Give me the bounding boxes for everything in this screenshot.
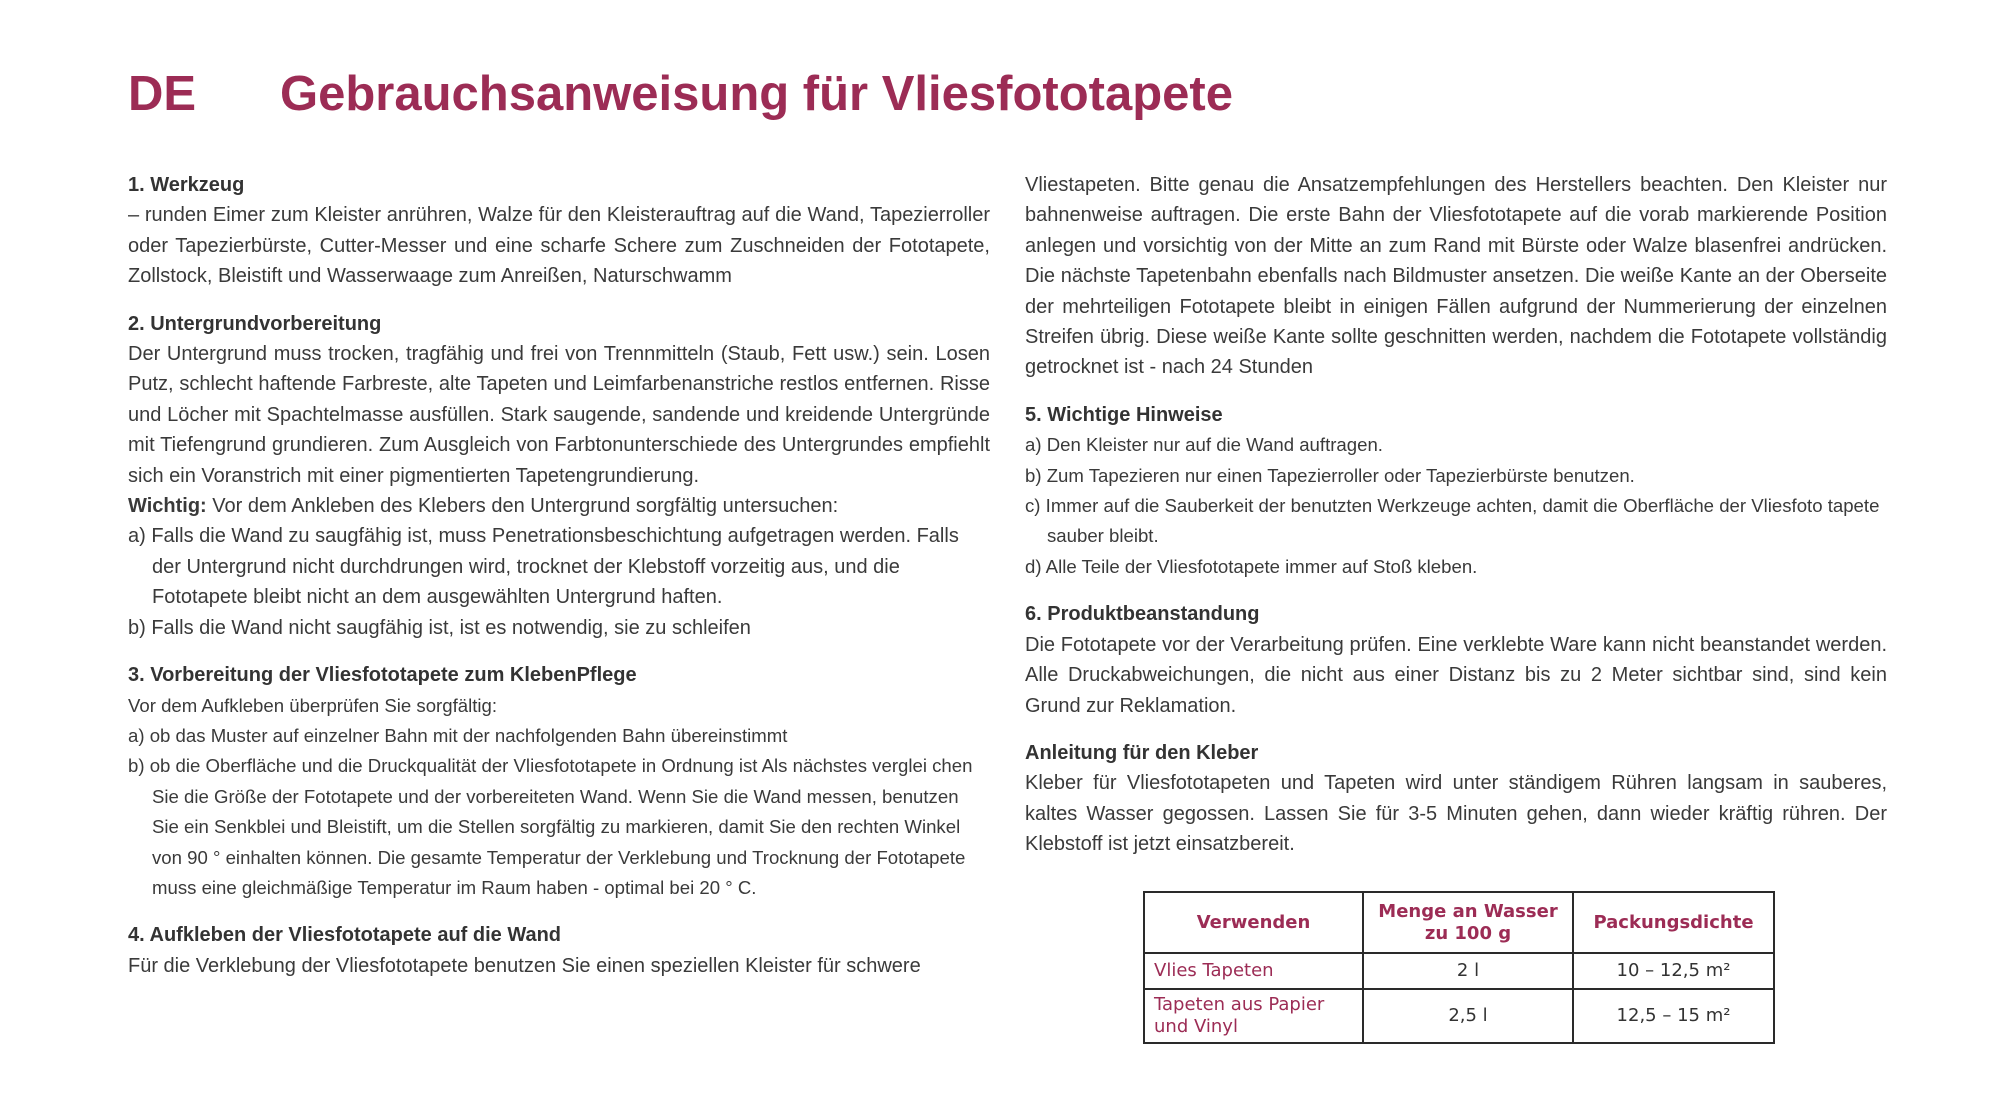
right-column bbox=[1025, 170, 1887, 860]
table-cell: Tapeten aus Papier und Vinyl bbox=[1144, 989, 1363, 1043]
list-item: b) Zum Tapezieren nur einen Tapezierroller oder Tapezierbürste benutzen. bbox=[1025, 464, 1635, 486]
wichtig-note bbox=[128, 491, 990, 521]
table-cell: 2,5 l bbox=[1363, 989, 1573, 1043]
title-text: Gebrauchsanweisung für Vliesfototapete bbox=[280, 67, 1233, 121]
section-intro-vorbereitung: Vor dem Aufkleben überprüfen Sie sorgfältig: bbox=[128, 694, 498, 716]
list-item: a) Falls die Wand zu saugfähig ist, muss Penetrationsbeschichtung aufgetragen werden. Falls der Untergrund nicht durchdrungen wird, trocknet der Klebstoff vorzeitig aus, und die Fototapete bleibt nicht an dem ausgewählten Untergrund haften. bbox=[128, 525, 959, 609]
section-text-produktbeanstandung: Die Fototapete vor der Verarbeitung prüfen. Eine verklebte Ware kann nicht beanstandet werden. Alle Druckabweichungen, die nicht aus einer Distanz bis zu 2 Meter sichtbar sind, sind kein Grund zur Reklamation. bbox=[1025, 633, 1887, 717]
section-heading-vorbereitung: 3. Vorbereitung der Vliesfototapete zum KlebenPflege bbox=[128, 664, 637, 687]
wichtig-text: Vor dem Ankleben des Klebers den Untergrund sorgfältig untersuchen: bbox=[212, 495, 839, 518]
table-cell: 10 – 12,5 m² bbox=[1573, 953, 1774, 989]
language-code: DE bbox=[128, 67, 197, 121]
kleber-table bbox=[1143, 891, 1775, 1044]
table-header: Menge an Wasser zu 100 g bbox=[1363, 892, 1573, 953]
wichtig-label: Wichtig: bbox=[128, 495, 207, 518]
table-cell: 2 l bbox=[1363, 953, 1573, 989]
section-heading-kleber: Anleitung für den Kleber bbox=[1025, 741, 1259, 764]
list-item: b) Falls die Wand nicht saugfähig ist, ist es notwendig, sie zu schleifen bbox=[128, 616, 751, 639]
section-text-aufkleben: Für die Verklebung der Vliesfototapete benutzen Sie einen speziellen Kleister für schwere bbox=[128, 954, 921, 977]
section-heading-untergrund: 2. Untergrundvorbereitung bbox=[128, 312, 382, 335]
table-header-row bbox=[1144, 892, 1774, 953]
page-title bbox=[128, 66, 1233, 122]
section-heading-produktbeanstandung: 6. Produktbeanstandung bbox=[1025, 603, 1260, 626]
section-text-kleber: Kleber für Vliesfototapeten und Tapeten wird unter ständigem Rühren langsam in sauberes, kaltes Wasser gegossen. Lassen Sie für 3-5 Minuten gehen, dann wieder kräftig rühren. Der Klebstoff ist jetzt einsatzbereit. bbox=[1025, 772, 1887, 856]
section-text-aufkleben-continued: Vliestapeten. Bitte genau die Ansatzempfehlungen des Herstellers beachten. Den Kleister nur bahnenweise auftragen. Die erste Bahn der Vliesfototapete auf die vorab markierende Position anlegen und vorsichtig von der Mitte an zum Rand mit Bürste oder Walze blasenfrei andrücken. Die nächste Tapetenbahn ebenfalls nach Bildmuster ansetzen. Die weiße Kante an der Oberseite der mehrteiligen Fototapete bleibt in einigen Fällen aufgrund der Nummerierung der einzelnen Streifen übrig. Diese weiße Kante sollte geschnitten werden, nachdem die Fototapete vollständig getrocknet ist - nach 24 Stunden bbox=[1025, 174, 1887, 379]
table-cell: Vlies Tapeten bbox=[1144, 953, 1363, 989]
table-header: Verwenden bbox=[1144, 892, 1363, 953]
section-heading-hinweise: 5. Wichtige Hinweise bbox=[1025, 403, 1223, 426]
list-item: a) ob das Muster auf einzelner Bahn mit der nachfolgenden Bahn übereinstimmt bbox=[128, 724, 788, 746]
table-row bbox=[1144, 953, 1774, 989]
list-item: c) Immer auf die Sauberkeit der benutzten Werkzeuge achten, damit die Oberfläche der Vliesfoto tapete sauber bleibt. bbox=[1025, 495, 1880, 547]
section-text-untergrund: Der Untergrund muss trocken, tragfähig und frei von Trennmitteln (Staub, Fett usw.) sein. Losen Putz, schlecht haftende Farbreste, alte Tapeten und Leimfarbenanstriche restlos entfernen. Risse und Löcher mit Spachtelmasse ausfüllen. Stark saugende, sandende und kreidende Untergründe mit Tiefengrund grundieren. Zum Ausgleich von Farbtonunterschiede des Untergrundes empfiehlt sich ein Voranstrich mit einer pigmentierten Tapetengrundierung. bbox=[128, 343, 990, 487]
section-heading-aufkleben: 4. Aufkleben der Vliesfototapete auf die Wand bbox=[128, 924, 562, 947]
table-header: Packungsdichte bbox=[1573, 892, 1774, 953]
list-item: d) Alle Teile der Vliesfototapete immer auf Stoß kleben. bbox=[1025, 555, 1478, 577]
section-text-werkzeug: – runden Eimer zum Kleister anrühren, Walze für den Kleisterauftrag auf die Wand, Tapezierroller oder Tapezierbürste, Cutter-Messer und eine scharfe Schere zum Zuschneiden der Fototapete, Zollstock, Bleistift und Wasserwaage zum Anreißen, Naturschwamm bbox=[128, 204, 990, 288]
list-item: a) Den Kleister nur auf die Wand auftragen. bbox=[1025, 434, 1383, 456]
table-cell: 12,5 – 15 m² bbox=[1573, 989, 1774, 1043]
table-row bbox=[1144, 989, 1774, 1043]
list-item: b) ob die Oberfläche und die Druckqualität der Vliesfototapete in Ordnung ist Als nächstes verglei chen Sie die Größe der Fototapete und der vorbereiteten Wand. Wenn Sie die Wand messen, benutzen Sie ein Senkblei und Bleistift, um die Stellen sorgfältig zu markieren, damit Sie den rechten Winkel von 90 ° einhalten können. Die gesamte Temperatur der Verklebung und Trocknung der Fototapete muss eine gleichmäßige Temperatur im Raum haben - optimal bei 20 ° C. bbox=[128, 755, 973, 898]
left-column bbox=[128, 170, 990, 981]
section-heading-werkzeug: 1. Werkzeug bbox=[128, 174, 245, 196]
